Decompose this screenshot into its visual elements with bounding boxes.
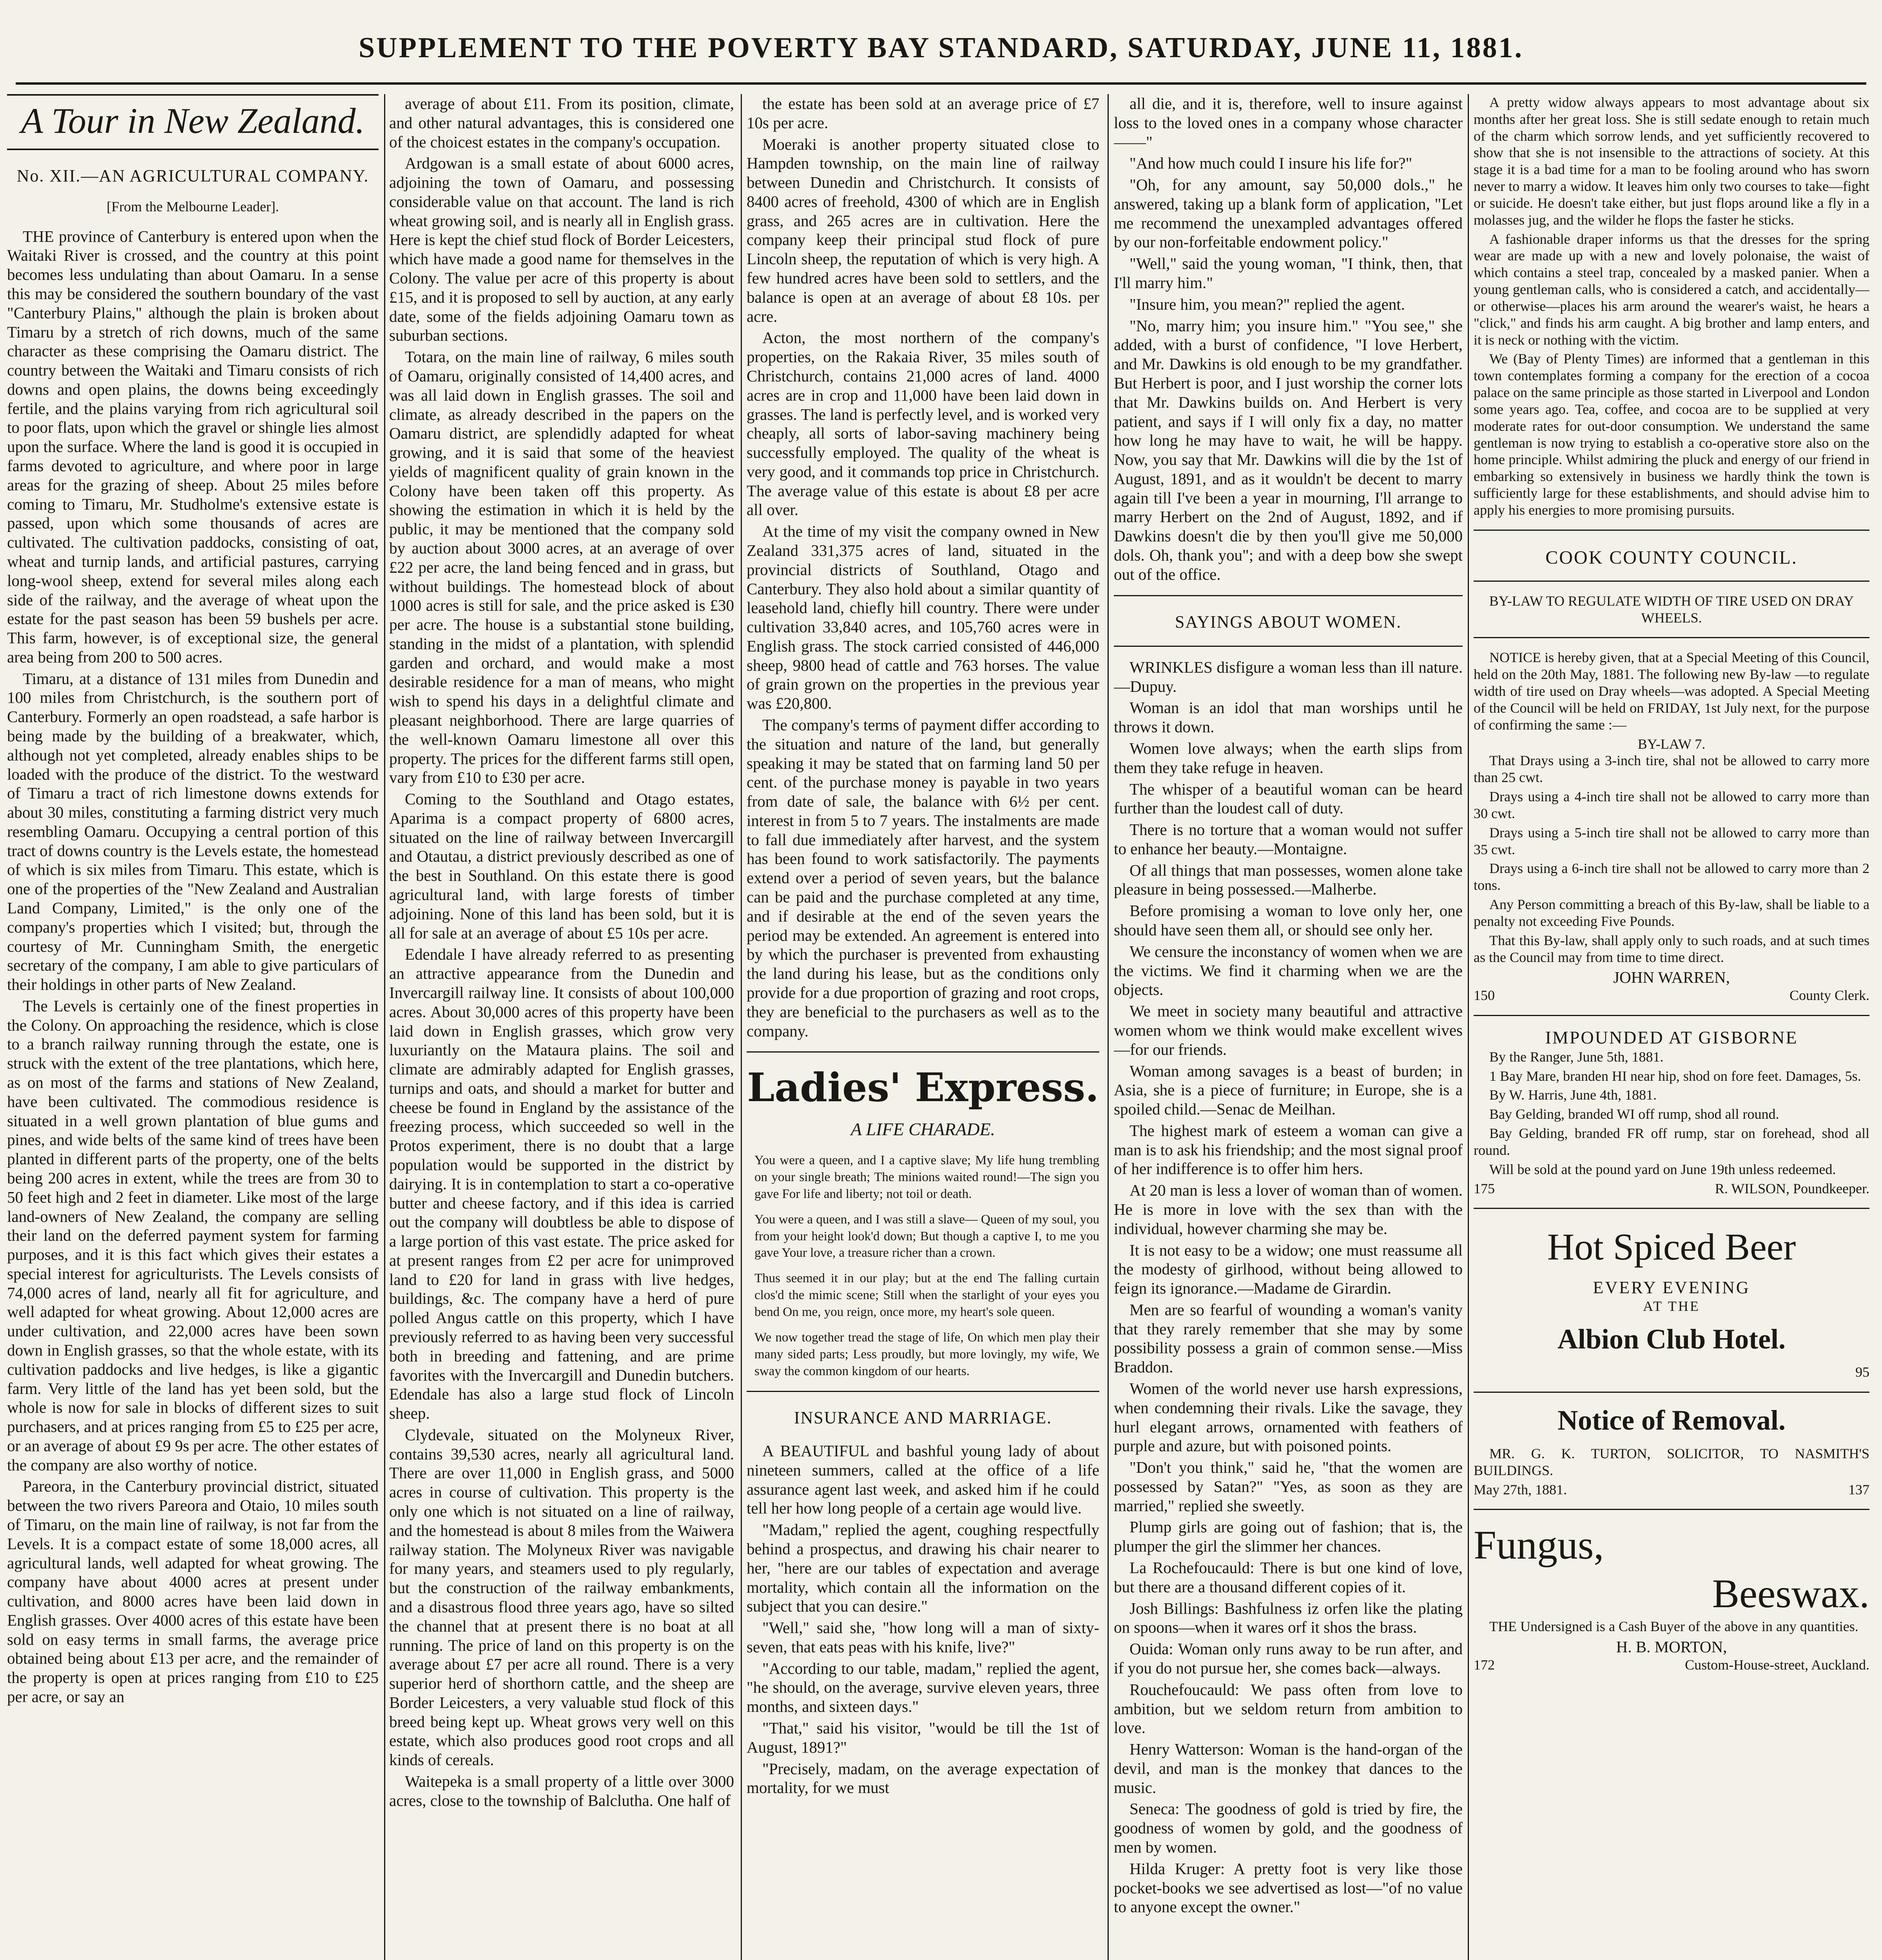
saying: Josh Billings: Bashfulness iz orfen like the plating on spoons—when it wares orf it shos the brass. [1114,1599,1463,1637]
paragraph: "No, marry him; you insure him." "You see," she added, with a burst of confidence, "I love Herbert, and Mr. Dawkins is old enough to be my grandfather. But Herbert is poor, and I just worship the corner lots that Mr. Dawkins builds on. And Herbert is very patient, and says if I will only fix a day, no matter how long he may have to wait, he will be happy. Now, you say that Mr. Dawkins will die by the 1st of August, 1891, and as it wouldn't be decent to marry again till I've been a year in mourning, I'll arrange to marry Herbert on the 2nd of August, 1892, and if Dawkins doesn't die by then you'll give me 50,000 dols. Oh, thank you"; and with a deep bow she swept out of the office. [1114,316,1463,583]
paragraph: A pretty widow always appears to most advantage about six months after her great loss. She is still sedate enough to retain much of the charm which sorrow lends, and yet sufficiently recovered to show that she is not insensible to the attractions of society. At this stage it is a bad time for a man to be fooling around who has sworn never to marry a widow. It leaves him only two courses to take—fight or suicide. He doesn't take either, but just flops around like a fly in a molasses jug, and the wilder he flops the faster he sticks. [1474,94,1869,228]
paragraph: Moeraki is another property situated close to Hampden township, on the main line of railway between Dunedin and Christchurch. It consists of 8400 acres of freehold, 4300 of which are in English grass, and 265 acres are in cultivation. Here the company keep their principal stud flock of pure Lincoln sheep, the reputation of which is very high. A few hundred acres have been sold to settlers, and the balance is open at an average of about £8 10s. per acre. [747,135,1099,325]
column-2 [389,94,734,1960]
saying: Woman among savages is a beast of burden; in Asia, she is a piece of furniture; in Europe, she is a spoiled child.—Senac de Meilhan. [1114,1062,1463,1118]
paragraph: "Oh, for any amount, say 50,000 dols.," he answered, taking up a blank form of application, "Let me recommend the unexampled advantages offered by our non-forfeitable endowment policy." [1114,176,1463,251]
saying: It is not easy to be a widow; one must reassume all the modesty of girlhood, without being allowed to feign its ignorance.—Madame de Girardin. [1114,1241,1463,1298]
saying: We censure the inconstancy of women when we are the victims. We find it charming when we are the objects. [1114,942,1463,999]
paragraph: The company's terms of payment differ according to the situation and nature of the land, but generally speaking it may be stated that on farming land 50 per cent. of the purchase money is payable in two years from date of sale, the balance with 6½ per cent. interest in from 5 to 7 years. The instalments are made to fall due immediately after harvest, and the system has been found to work satisfactorily. The payments extend over a period of seven years, but the balance can be paid and the purchase completed at any time, and if desirable at the end of the seven years the period may be extended. An agreement is entered into by which the purchaser is prevented from exhausting the land during his lease, but as the conditions only provide for a due proportion of grazing and root crops, they are beneficial to the purchasers as well as to the company. [747,716,1099,1040]
paragraph: the estate has been sold at an average price of £7 10s per acre. [747,94,1099,132]
clerk-title: County Clerk. [1790,987,1869,1004]
column-rule [1468,94,1469,1960]
section-divider [747,1391,1099,1392]
poundkeeper-line [1474,1180,1869,1197]
column-rule [741,94,742,1960]
impounded-line: Bay Gelding, branded FR off rump, star on forehead, shod all round. [1474,1125,1869,1158]
impounded-line: Will be sold at the pound yard on June 19th unless redeemed. [1489,1161,1836,1177]
saying: The whisper of a beautiful woman can be heard further than the loudest call of duty. [1114,780,1463,817]
paragraph: "Well," said the young woman, "I think, then, that I'll marry him." [1114,254,1463,292]
section-divider [1474,1015,1869,1016]
notice-intro: NOTICE is hereby given, that at a Special Meeting of this Council, held on the 20th May, 1881. The following new By-law —to regulate width of tire used on Dray wheels—was adopted. A Special Meeting of the Council will be held on FRIDAY, 1st July next, for the purpose of confirming the same :— [1474,650,1869,733]
column-1 [7,94,379,1960]
impounded-title: IMPOUNDED AT GISBORNE [1545,1027,1798,1047]
section-divider [1474,1208,1869,1209]
poundkeeper: R. WILSON, Poundkeeper. [1715,1180,1869,1196]
section-title-sayings: SAYINGS ABOUT WOMEN. [1175,612,1402,632]
paragraph: "Precisely, madam, on the average expectation of mortality, for we must [747,1759,1099,1797]
article-subhead: No. XII.—AN AGRICULTURAL COMPANY. [16,166,369,186]
section-heading-ladies-express: Ladies' Express. [747,1064,1099,1111]
paragraph: THE province of Canterbury is entered upon when the Waitaki River is crossed, and the country at this point becomes less undulating than about Oamaru. In a sense this may be considered the southern boundary of the vast "Canterbury Plains," although the plain is broken about Timaru by a stretch of rich downs, much of the same character as these comprising the Oamaru district. The country between the Waitaki and Timaru consists of rich downs and open plains, the downs being exceedingly fertile, and the plains varying from rich agricultural soil to poor flats, upon which the gravel or shingle lies almost upon the surface. Where the land is good it is occupied in farms devoted to agriculture, and where poor in large areas for the grazing of sheep. About 25 miles before coming to Timaru, Mr. Studholme's extensive estate is passed, upon which some thousands of acres are cultivated. The cultivation paddocks, consisting of oat, wheat and turnip lands, and artificial pastures, carrying long-wool sheep, extend for several miles along each side of the railway, and the average of wheat upon the estate for the past season has been 59 bushels per acre. This farm, however, is of exceptional size, the general area being from 200 to 500 acres. [7,227,379,666]
council-title: COOK COUNTY COUNCIL. [1545,547,1798,568]
paragraph: "Well," said she, "how long will a man of sixty-seven, that eats peas with his knife, live?" [747,1619,1099,1656]
bylaw-item: That this By-law, shall apply only to such roads, and at such times as the Council may from time to time direct. [1474,932,1869,965]
bylaw-title: BY-LAW TO REGULATE WIDTH OF TIRE USED ON DRAY WHEELS. [1489,593,1854,626]
saying: There is no torture that a woman would not suffer to enhance her beauty.—Montaigne. [1114,820,1463,858]
fungus-heading: Fungus, [1474,1523,1604,1568]
bylaw-number: BY-LAW 7. [1637,736,1706,752]
section-divider [1474,530,1869,531]
paragraph: average of about £11. From its position, climate, and other natural advantages, this is considered one of the choicest estates in the company's occupation. [389,94,734,151]
buyer-name: H. B. MORTON, [1616,1637,1727,1656]
ad-number: 172 [1474,1657,1495,1673]
column-rule [384,94,385,1960]
column-3 [747,94,1099,1960]
paragraph: Timaru, at a distance of 131 miles from Dunedin and 100 miles from Christchurch, is the southern port of Canterbury. Formerly an open roadstead, a safe harbor is being made by the building of a breakwater, which, although not yet completed, already enables ships to be loaded with the produce of the district. To the westward of Timaru a tract of rich limestone downs extends for about 30 miles, constituting a farming district very much resembling Oamaru. Occupying a central portion of this tract of downs country is the Levels estate, the homestead of which is six miles from Timaru. This estate, which is one of the properties of the "New Zealand and Australian Land Company, Limited," is the only one of the company's properties which I visited; but, through the courtesy of Mr. Cunningham Smith, the energetic secretary of the company, I am able to give particulars of their holdings in other parts of New Zealand. [7,669,379,994]
saying: Of all things that man possesses, women alone take pleasure in being possessed.—Malherbe. [1114,861,1463,898]
section-divider [1474,1509,1869,1510]
clerk-line [1474,987,1869,1004]
saying: "Don't you think," said he, "that the women are possessed by Satan?" "Yes, as soon as they are married," replied she sweetly. [1114,1458,1463,1515]
bylaw-item: Drays using a 4-inch tire shall not be allowed to carry more than 30 cwt. [1474,789,1869,821]
paragraph: Edendale I have already referred to as presenting an attractive appearance from the Dunedin and Invercargill railway line. It consists of about 100,000 acres. About 30,000 acres of this property have been laid down in English grasses, which grow very luxuriantly on the Mataura plains. The soil and climate are admirably adapted for English grasses, turnips and oats, and should a market for butter and cheese be found in England by the assistance of the freezing process, which succeeded so well in the Protos experiment, there is no doubt that a large population would be supported in the district by dairying. It is in contemplation to start a co-operative butter and cheese factory, and if this idea is carried out the company will doubtless be able to dispose of a large portion of this vast estate. The price asked for at present ranges from £2 per acre for unimproved land to £20 for land in grass with live hedges, buildings, &c. The company have a herd of pure polled Angus cattle on this property, which I have previously referred to as having been very successful both in breeding and fattening, and are prime favorites with the Invercargill and Dunedin butchers. Edendale has also a large stud flock of Lincoln sheep. [389,945,734,1423]
paragraph: At the time of my visit the company owned in New Zealand 331,375 acres of land, situated in the provincial districts of Southland, Otago and Canterbury. They also hold about a similar quantity of leasehold land, chiefly hill country. There were under cultivation 33,840 acres, and 105,760 acres were in English grass. The stock carried consisted of 446,000 sheep, 9800 head of cattle and 763 horses. The value of grain grown on the properties in the previous year was £20,800. [747,522,1099,713]
column-5 [1474,94,1869,1960]
article-headline: A Tour in New Zealand. [7,94,379,150]
paragraph: A fashionable draper informs us that the dresses for the spring wear are made up with a new and lovely polonaise, the waist of which contains a steel trap, concealed by a masked panier. When a young gentleman calls, who is considered a catch, and accidentally—or otherwise—places his arm around the wearer's waist, he hears a "click," and finds his arm caught. A big brother and lamp enters, and it is neck or nothing with the victim. [1474,231,1869,348]
section-divider [1114,595,1463,596]
saying: Men are so fearful of wounding a woman's vanity that they rarely remember that she may by some possibility possess a grain of common sense.—Miss Braddon. [1114,1300,1463,1376]
masthead-rule [16,82,1866,85]
saying: Hilda Kruger: A pretty foot is very like those pocket-books we see advertised as lost—"of no value to anyone except the owner." [1114,1859,1463,1916]
beer-ad-sub2: AT THE [1643,1298,1700,1314]
saying: Henry Watterson: Woman is the hand-organ of the devil, and man is the monkey that dances to the music. [1114,1740,1463,1797]
removal-title: Notice of Removal. [1557,1405,1786,1436]
removal-text: MR. G. K. TURTON, SOLICITOR, TO NASMITH'S BUILDINGS. [1474,1445,1869,1478]
saying: Ouida: Woman only runs away to be run after, and if you do not pursue her, she comes back—always. [1114,1640,1463,1677]
paragraph: "That," said his visitor, "would be till the 1st of August, 1891?" [747,1719,1099,1756]
saying: We meet in society many beautiful and attractive women whom we think would make excellent wives—for our friends. [1114,1002,1463,1058]
paragraph: Totara, on the main line of railway, 6 miles south of Oamaru, originally consisted of 14,400 acres, and was all laid down in English grasses. The soil and climate, as already described in the papers on the Oamaru district, are splendidly adapted for wheat growing, and it is said that some of the heaviest yields of magnificent quality of grain known in the Colony have been taken off this property. As showing the estimation in which it is held by the public, it may be mentioned that the company sold by auction about 3000 acres, at an average of over £22 per acre, the land being fenced and in grass, but without buildings. The homestead block of about 1000 acres is still for sale, and the price asked is £30 per acre. The house is a substantial stone building, standing in the midst of a plantation, with splendid garden and orchard, and would make a most desirable residence for a man of means, who might wish to spend his days in a delightful climate and pleasant neighborhood. There are large quarries of the well-known Oamaru limestone all over this property. The prices for the different farms still open, vary from £10 to £30 per acre. [389,348,734,787]
paragraph: "Insure him, you mean?" replied the agent. [1130,295,1405,313]
section-divider [1474,581,1869,582]
poem-stanza: Thus seemed it in our play; but at the end The falling curtain clos'd the mimic scene; Still when the starlight of your eyes you bend On me, you reign, once more, my heart's sole queen. [754,1271,1099,1319]
bylaw-item: That Drays using a 3-inch tire, shal not be allowed to carry more than 25 cwt. [1474,753,1869,786]
paragraph: "And how much could I insure his life for?" [1130,154,1412,172]
paragraph: We (Bay of Plenty Times) are informed that a gentleman in this town contemplates forming a company for the erection of a cocoa palace on the same principle as those started in Liverpool and London some years ago. Tea, coffee, and cocoa are to be supplied at very moderate rates for out-door consumption. We understand the same gentleman is now trying to establish a co-operative store also on the home principle. Whilst admiring the pluck and energy of our friend in embarking so extensively in business we hardly think the town is sufficiently large for these establishments, and should advise him to apply his energies to more promising pursuits. [1474,351,1869,518]
paragraph: Waitepeka is a small property of a little over 3000 acres, close to the township of Balclutha. One half of [389,1772,734,1809]
paragraph: A BEAUTIFUL and bashful young lady of about nineteen summers, called at the office of a life assurance agent last week, and asked him if he could tell her how long people of a certain age would live. [747,1442,1099,1517]
saying: WRINKLES disfigure a woman less than ill nature.—Dupuy. [1114,658,1463,695]
paragraph: Pareora, in the Canterbury provincial district, situated between the two rivers Pareora and Otaio, 10 miles south of Timaru, on the main line of railway, is not far from the Levels. It is a compact estate of some 18,000 acres, all agricultural lands, well adapted for wheat growing. The company have about 4000 acres at present under cultivation, and 8000 acres have been laid down in English grasses. Over 4000 acres of this estate have been sold on easy terms in small farms, the average price obtained being about £13 per acre, and the remainder of the property is open at prices ranging from £10 to £25 per acre, or say an [7,1477,379,1706]
removal-line [1474,1481,1869,1498]
ad-number: 175 [1474,1180,1495,1196]
buyer-address: Custom-House-street, Auckland. [1685,1657,1869,1673]
paragraph: The Levels is certainly one of the finest properties in the Colony. On approaching the residence, which is close to a branch railway running through the estate, one is struck with the extent of the tree plantations, which here, as on most of the farms and stations of New Zealand, have been cultivated. The commodious residence is situated in a well grown plantation of blue gums and pines, and wide belts of the same kind of trees have been planted in different parts of the property, one of the belts being 200 acres in extent, while the trees are from 30 to 50 feet high and 2 feet in diameter. Like most of the large land-owners of New Zealand, the company are selling their land on the deferred payment system for farming purposes, and it is this fact which gives their estates a special interest for agriculturists. The Levels consists of 74,000 acres of land, nearly all fit for agriculture, and well adapted for wheat growing. About 12,000 acres are under cultivation, and 22,000 acres have been sown down in English grasses, so that the whole estate, with its cultivation paddocks and live hedges, is like a gigantic farm. Very little of the land has yet been sold, but the whole is now for sale in blocks of different sizes to suit purchasers, and at prices ranging from £5 to £25 per acre, or an average of about £9 9s per acre. The other estates of the company are also worthy of notice. [7,996,379,1474]
paragraph: "According to our table, madam," replied the agent, "he should, on the average, survive eleven years, three months, and sixteen days." [747,1659,1099,1716]
saying: Before promising a woman to love only her, one should have seen them all, or should see only her. [1114,902,1463,939]
saying: La Rochefoucauld: There is but one kind of love, but there are a thousand different copies of it. [1114,1559,1463,1596]
bylaw-item: Drays using a 5-inch tire shall not be allowed to carry more than 35 cwt. [1474,824,1869,857]
paragraph: Acton, the most northern of the company's properties, on the Rakaia River, 35 miles south of Christchurch, contains 21,000 acres of land. 4000 acres are in crop and 11,000 have been laid down in grasses. The land is perfectly level, and is worked very cheaply, all sorts of labor-saving machinery being successfully employed. The quality of the wheat is very good, and it commands top price in Christchurch. The average value of this estate is about £8 per acre all over. [747,328,1099,519]
buyer-line [1474,1657,1869,1673]
paragraph: all die, and it is, therefore, well to insure against loss to the loved ones in a company whose character——" [1114,94,1463,151]
ad-number: 150 [1474,987,1495,1004]
beer-ad-sub1: EVERY EVENING [1593,1278,1750,1297]
impounded-line: By W. Harris, June 4th, 1881. [1489,1087,1657,1103]
paragraph: Clydevale, situated on the Molyneux River, contains 39,530 acres, nearly all agricultural land. There are over 11,000 in English grass, and 5000 acres in course of cultivation. This property is the only one which is not situated on a line of railway, and the homestead is about 8 miles from the Waiwera railway station. The Molyneux River was navigable for many years, and steamers used to ply regularly, but the construction of the railway embankments, and a disastrous flood three years ago, have so silted the channel that at present there is no boat at all running. The price of land on this property is on the average about £7 per acre all round. There is a very superior herd of shorthorn cattle, and the sheep are Border Leicesters, a very valuable stud flock of this breed being kept up. Wheat grows very well on this estate, which also produces good root crops and all kinds of cereals. [389,1425,734,1769]
paragraph: Coming to the Southland and Otago estates, Aparima is a compact property of 6800 acres, situated on the line of railway between Invercargill and Otautau, a district previously described as one of the best in Southland. On this estate there is good agricultural land, with large forests of timber adjoining. None of this land has been sold, but it is all for sale at an average of about £5 10s per acre. [389,790,734,942]
poem-stanza: We now together tread the stage of life, On which men play their many sided parts; Less proudly, but more lovingly, my wife, We sway the common kingdom of our hearts. [754,1330,1099,1378]
impounded-line: 1 Bay Mare, branden HI near hip, shod on fore feet. Damages, 5s. [1489,1068,1861,1084]
article-credit: [From the Melbourne Leader]. [107,198,279,214]
buyer-text: THE Undersigned is a Cash Buyer of the above in any quantities. [1489,1618,1858,1634]
beer-ad-title: Hot Spiced Beer [1547,1226,1796,1268]
poem [747,1152,1099,1380]
paragraph: "Madam," replied the agent, coughing respectfully behind a prospectus, and drawing his chair nearer to her, "here are our tables of expectation and average mortality, which contain all the information on the subject that you can desire." [747,1521,1099,1615]
clerk-name: JOHN WARREN, [1613,968,1730,987]
removal-date: May 27th, 1881. [1474,1481,1567,1497]
column-4 [1114,94,1463,1960]
beeswax-heading: Beeswax. [1712,1571,1869,1617]
bylaw-item: Any Person committing a breach of this By-law, shall be liable to a penalty not exceeding Five Pounds. [1474,897,1869,929]
saying: The highest mark of esteem a woman can give a man is to ask his friendship; and the most signal proof of her indifference is to offer him hers. [1114,1121,1463,1178]
impounded-line: By the Ranger, June 5th, 1881. [1489,1049,1664,1065]
saying: Rouchefoucauld: We pass often from love to ambition, but we seldom return from ambition to love. [1114,1680,1463,1737]
ad-number: 95 [1855,1364,1869,1380]
bylaw-item: Drays using a 6-inch tire shall not be allowed to carry more than 2 tons. [1474,860,1869,893]
saying: Woman is an idol that man worships until he throws it down. [1114,699,1463,736]
poem-stanza: You were a queen, and I a captive slave; My life hung trembling on your single breath; The minions waited round!—The sign you gave For life and liberty; not toil or death. [754,1153,1099,1201]
paragraph: Ardgowan is a small estate of about 6000 acres, adjoining the town of Oamaru, and possessing considerable value on that account. The land is rich wheat growing soil, and is nearly all in English grass. Here is kept the chief stud flock of Border Leicesters, which have made a good name for themselves in the Colony. The value per acre of this property is about £15, and it is proposed to sell by auction, at any early date, some of the fields adjoining Oamaru town as suburban sections. [389,154,734,345]
saying: Seneca: The goodness of gold is tried by fire, the goodness of women by gold, and the goodness of men by women. [1114,1800,1463,1856]
masthead: SUPPLEMENT TO THE POVERTY BAY STANDARD, SATURDAY, JUNE 11, 1881. [358,32,1524,64]
poem-title: A LIFE CHARADE. [850,1119,995,1140]
section-divider [747,1051,1099,1053]
saying: Women love always; when the earth slips from them they take refuge in heaven. [1114,739,1463,777]
ad-number: 137 [1848,1481,1869,1497]
section-title-insurance: INSURANCE AND MARRIAGE. [794,1408,1052,1427]
saying: Women of the world never use harsh expressions, when condemning their rivals. Like the savage, they hurl elegant arrows, ornamented with feathers of purple and azure, but with poisoned points. [1114,1379,1463,1455]
column-rule [1108,94,1109,1960]
impounded-line: Bay Gelding, branded WI off rump, shod all round. [1489,1106,1779,1122]
section-divider [1114,646,1463,647]
saying: At 20 man is less a lover of woman than of women. He is more in love with the sex than with the individual, however charming she may be. [1114,1181,1463,1238]
beer-ad-hotel: Albion Club Hotel. [1557,1323,1786,1355]
saying: Plump girls are going out of fashion; that is, the plumper the girl the slimmer her chances. [1114,1518,1463,1555]
poem-stanza: You were a queen, and I was still a slave— Queen of my soul, you from your height look'd down; But though a captive I, to me you gave Your love, a treasure richer than a crown. [754,1212,1099,1260]
section-divider [1474,1392,1869,1393]
section-divider [1474,637,1869,638]
